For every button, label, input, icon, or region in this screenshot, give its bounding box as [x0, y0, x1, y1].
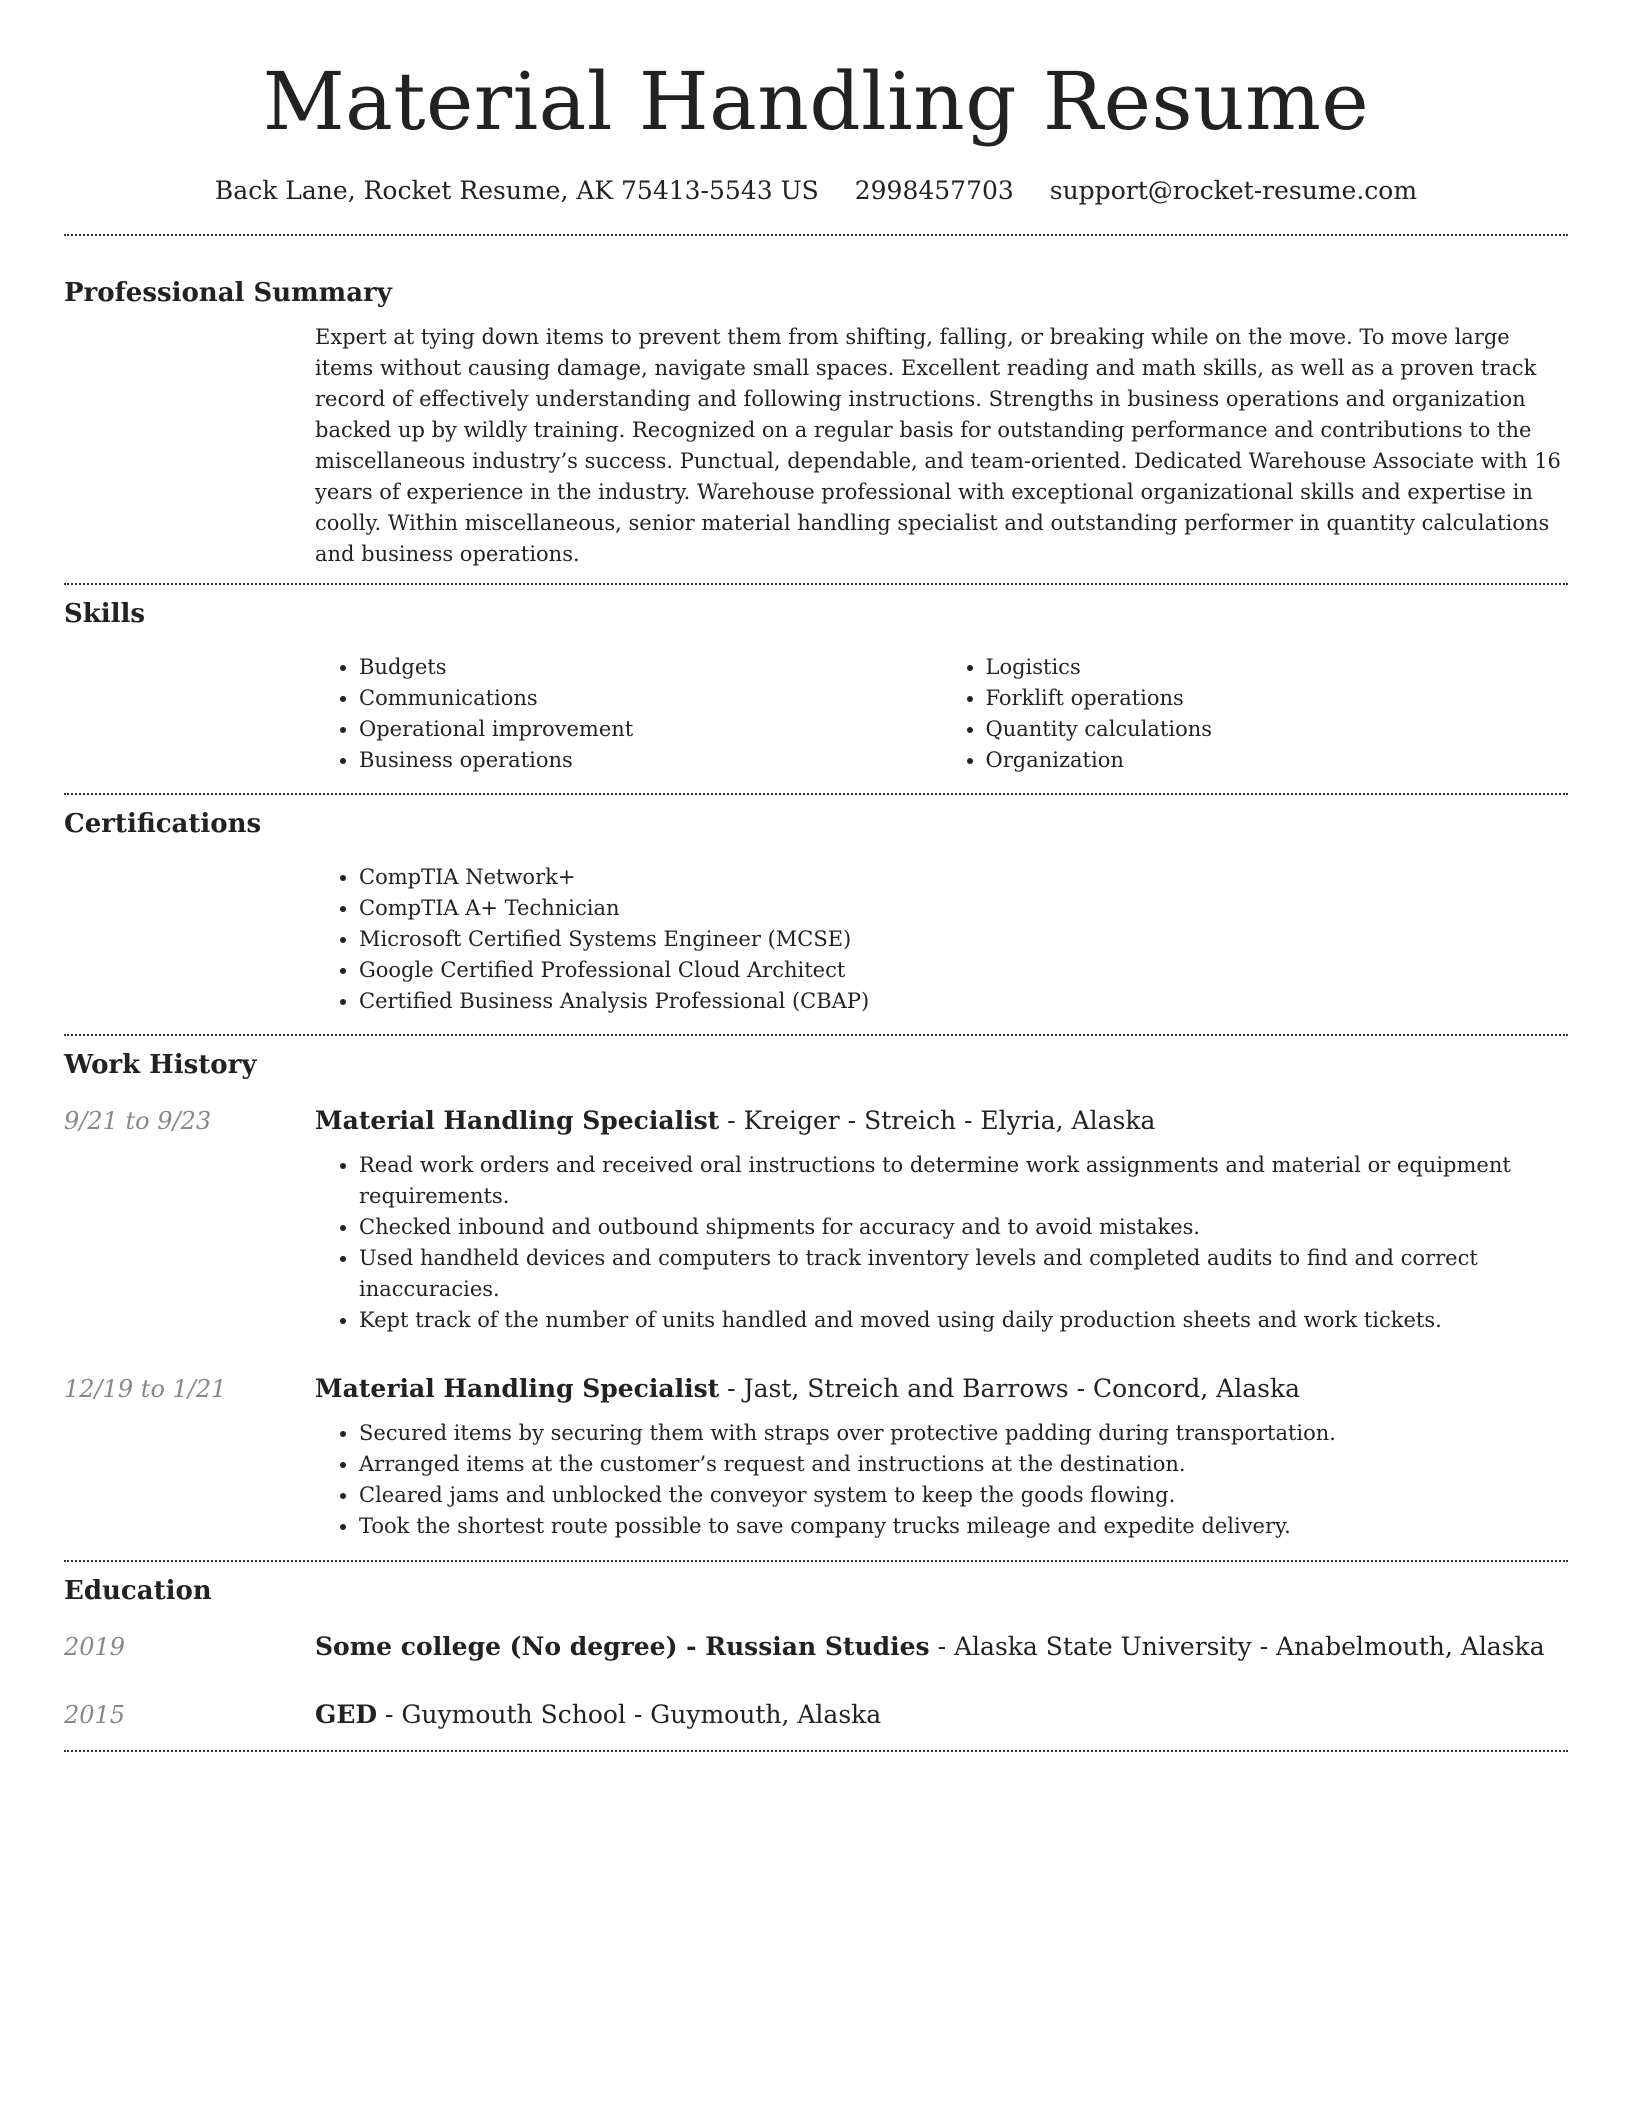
summary-text: Expert at tying down items to prevent them from shifting, falling, or breaking while on the move. To move large items without causing damage, navigate small spaces. Excellent reading and math skills, as well as a proven track record of effectively understanding and following instructions. Strengths in business operations and organization backed up by wildly training. Recognized on a regular basis for outstanding performance and contributions to the miscellaneous industry’s success. Punctual, dependable, and team-oriented. Dedicated Warehouse Associate with 16 years of experience in the industry. Warehouse professional with exceptional organizational skills and expertise in coolly. Within miscellaneous, senior material handling specialist and outstanding performer in quantity calculations and business operations. — [315, 325, 1561, 566]
job-employer: Kreiger - Streich - Elyria, Alaska — [743, 1106, 1156, 1135]
job-title: Material Handling Specialist — [315, 1374, 720, 1403]
education-section — [64, 1574, 1568, 1732]
skill-item: • Budgets — [359, 652, 942, 683]
education-school: Guymouth School - Guymouth, Alaska — [401, 1700, 882, 1729]
job-duty: • Read work orders and received oral instructions to determine work assignments and material or equipment requirements. — [359, 1150, 1568, 1212]
job-duty: • Used handheld devices and computers to track inventory levels and completed audits to find and correct inaccuracies. — [359, 1243, 1568, 1305]
skill-item: • Business operations — [359, 745, 942, 776]
skills-list-right — [942, 652, 1569, 776]
divider — [64, 793, 1568, 795]
education-heading: GED - Guymouth School - Guymouth, Alaska — [315, 1700, 882, 1729]
job-duty: • Cleared jams and unblocked the conveyor system to keep the goods flowing. — [359, 1480, 1568, 1511]
education-entry — [64, 1630, 1568, 1664]
skill-item: • Quantity calculations — [986, 714, 1569, 745]
divider — [64, 234, 1568, 236]
job-dates: 12/19 to 1/21 — [64, 1375, 227, 1403]
job-dates: 9/21 to 9/23 — [64, 1107, 212, 1135]
resume-title: Material Handling Resume — [262, 55, 1370, 148]
divider — [64, 1034, 1568, 1036]
resume-page — [64, 0, 1568, 1752]
certification-item: • CompTIA Network+ — [359, 862, 1568, 893]
contact-phone: 2998457703 — [854, 176, 1014, 205]
job-heading: Material Handling Specialist - Jast, Streich and Barrows - Concord, Alaska — [315, 1374, 1300, 1403]
job-duty: • Took the shortest route possible to save company trucks mileage and expedite delivery. — [359, 1511, 1568, 1542]
skill-item: • Logistics — [986, 652, 1569, 683]
job-duty: • Kept track of the number of units handled and moved using daily production sheets and work tickets. — [359, 1305, 1568, 1336]
job-entry — [64, 1372, 1568, 1542]
contact-email: support@rocket-resume.com — [1049, 176, 1418, 205]
summary-heading: Professional Summary — [64, 278, 392, 308]
work-history-section — [64, 1048, 1568, 1542]
education-school: Alaska State University - Anabelmouth, Alaska — [953, 1632, 1545, 1661]
job-heading: Material Handling Specialist - Kreiger - Streich - Elyria, Alaska — [315, 1106, 1156, 1135]
certification-item: • Google Certified Professional Cloud Architect — [359, 955, 1568, 986]
job-employer: Jast, Streich and Barrows - Concord, Alaska — [743, 1374, 1300, 1403]
contact-line — [64, 172, 1568, 210]
certification-item: • Certified Business Analysis Professional (CBAP) — [359, 986, 1568, 1017]
education-degree: Some college (No degree) - Russian Studies — [315, 1632, 930, 1661]
job-entry — [64, 1104, 1568, 1336]
education-year: 2015 — [64, 1701, 126, 1729]
job-duty: • Secured items by securing them with straps over protective padding during transportation. — [359, 1418, 1568, 1449]
certifications-heading: Certifications — [64, 809, 262, 839]
job-duties-list — [315, 1418, 1568, 1542]
skill-item: • Organization — [986, 745, 1569, 776]
certifications-section — [64, 807, 1568, 1017]
education-degree: GED — [315, 1700, 378, 1729]
work-history-heading: Work History — [64, 1050, 257, 1080]
certifications-list — [315, 862, 1568, 1017]
skill-item: • Forklift operations — [986, 683, 1569, 714]
skill-item: • Operational improvement — [359, 714, 942, 745]
education-year: 2019 — [64, 1633, 126, 1661]
job-duties-list — [315, 1150, 1568, 1336]
job-duty: • Arranged items at the customer’s request and instructions at the destination. — [359, 1449, 1568, 1480]
summary-section — [64, 276, 1568, 570]
education-entry — [64, 1698, 1568, 1732]
certification-item: • Microsoft Certified Systems Engineer (MCSE) — [359, 924, 1568, 955]
skill-item: • Communications — [359, 683, 942, 714]
education-heading: Education — [64, 1576, 212, 1606]
skills-section — [64, 597, 1568, 776]
skills-heading: Skills — [64, 599, 146, 629]
divider — [64, 583, 1568, 585]
certification-item: • CompTIA A+ Technician — [359, 893, 1568, 924]
divider — [64, 1560, 1568, 1562]
job-duty: • Checked inbound and outbound shipments for accuracy and to avoid mistakes. — [359, 1212, 1568, 1243]
skills-list-left — [315, 652, 942, 776]
contact-address: Back Lane, Rocket Resume, AK 75413-5543 US — [214, 176, 819, 205]
job-title: Material Handling Specialist — [315, 1106, 720, 1135]
education-heading: Some college (No degree) - Russian Studies - Alaska State University - Anabelmouth, Alaska — [315, 1632, 1545, 1661]
divider — [64, 1750, 1568, 1752]
